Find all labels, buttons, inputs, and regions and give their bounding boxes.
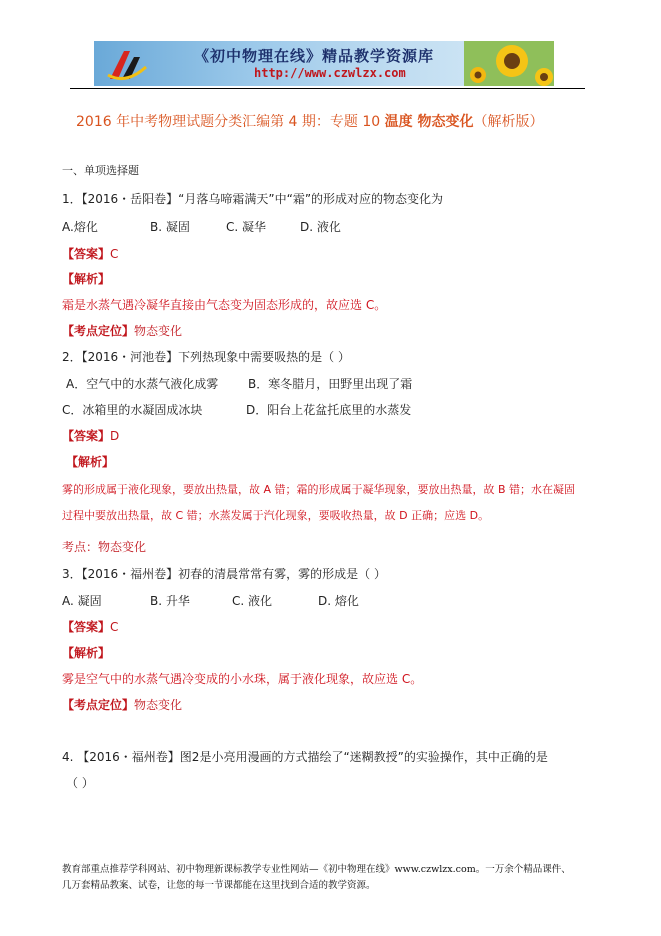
sunflower-image xyxy=(464,41,554,86)
page-footer xyxy=(62,862,602,894)
footer-line-1: 教育部重点推荐学科网站、初中物理新课标教学专业性网站—《初中物理在线》www.czwlzx.com。一万余个精品课件、 xyxy=(62,864,571,875)
question-2-analysis-line-2: 过程中要放出热量，故 C 错；水蒸发属于汽化现象，要吸收热量，故 D 正确；应选 D。 xyxy=(62,509,490,522)
question-3-answer xyxy=(62,618,118,635)
question-1-analysis-text: 霜是水蒸气遇冷凝华直接由气态变为固态形成的，故应选 C。 xyxy=(62,298,387,312)
question-1-option-a: A.熔化 xyxy=(62,220,98,234)
point-label: 【考点定位】 xyxy=(62,698,135,712)
question-2-answer xyxy=(62,427,119,444)
header-banner xyxy=(94,41,554,86)
question-3-analysis-text: 雾是空气中的水蒸气遇冷变成的小水珠，属于液化现象，故应选 C。 xyxy=(62,672,423,686)
answer-label: 【答案】 xyxy=(62,620,111,634)
question-1-option-b: B. 凝固 xyxy=(150,220,190,234)
title-topic: 温度 物态变化 xyxy=(384,114,474,130)
question-3-stem: 3．【2016・福州卷】初春的清晨常常有雾，雾的形成是（ ） xyxy=(62,567,386,581)
answer-label: 【答案】 xyxy=(62,429,111,443)
title-prefix: 2016 年中考物理试题分类汇编第 4 期：专题 10 xyxy=(76,114,385,130)
point-value: 物态变化 xyxy=(134,698,183,712)
site-logo xyxy=(104,45,148,83)
question-2-analysis-line-1: 雾的形成属于液化现象，要放出热量，故 A 错；霜的形成属于凝华现象，要放出热量，故 B 错；水在凝固 xyxy=(62,483,576,496)
question-3-analysis-label: 【解析】 xyxy=(62,646,111,660)
question-1-point xyxy=(62,322,182,339)
question-2-option-d: D．阳台上花盆托底里的水蒸发 xyxy=(246,403,412,417)
document-title xyxy=(76,111,543,131)
question-1-answer xyxy=(62,245,118,262)
question-2-point: 考点：物态变化 xyxy=(62,540,147,554)
answer-label: 【答案】 xyxy=(62,247,111,261)
question-2-option-b: B．寒冬腊月，田野里出现了霜 xyxy=(248,377,413,391)
question-3-point xyxy=(62,696,182,713)
question-2-analysis-label: 【解析】 xyxy=(66,455,115,469)
banner-url: http://www.czwlzx.com xyxy=(254,66,406,80)
header-divider xyxy=(70,88,585,89)
question-1-option-d: D. 液化 xyxy=(300,220,341,234)
question-1-stem: 1．【2016・岳阳卷】“月落乌啼霜满天”中“霜”的形成对应的物态变化为 xyxy=(62,192,444,206)
point-label: 【考点定位】 xyxy=(62,324,135,338)
question-2-option-a: A．空气中的水蒸气液化成雾 xyxy=(66,377,219,391)
answer-value: C xyxy=(110,620,119,634)
question-4-blank: （ ） xyxy=(66,776,94,790)
question-2-option-c: C．冰箱里的水凝固成冰块 xyxy=(62,403,203,417)
footer-line-2: 几万套精品教案、试卷，让您的每一节课都能在这里找到合适的教学资源。 xyxy=(62,880,376,891)
question-2-stem: 2．【2016・河池卷】下列热现象中需要吸热的是（ ） xyxy=(62,350,350,364)
question-3-option-a: A. 凝固 xyxy=(62,594,102,608)
question-3-option-d: D. 熔化 xyxy=(318,594,359,608)
question-3-option-b: B. 升华 xyxy=(150,594,190,608)
point-value: 物态变化 xyxy=(134,324,183,338)
question-3-option-c: C. 液化 xyxy=(232,594,273,608)
banner-title: 《初中物理在线》精品教学资源库 xyxy=(194,47,435,65)
question-1-analysis-label: 【解析】 xyxy=(62,272,111,286)
question-4-stem: 4. 【2016・福州卷】图2是小亮用漫画的方式描绘了“迷糊教授”的实验操作，其中正确的是 xyxy=(62,750,548,764)
question-1-option-c: C. 凝华 xyxy=(226,220,267,234)
answer-value: D xyxy=(110,429,120,443)
section-heading: 一、单项选择题 xyxy=(62,164,139,177)
answer-value: C xyxy=(110,247,119,261)
title-suffix: （解析版） xyxy=(473,114,544,130)
